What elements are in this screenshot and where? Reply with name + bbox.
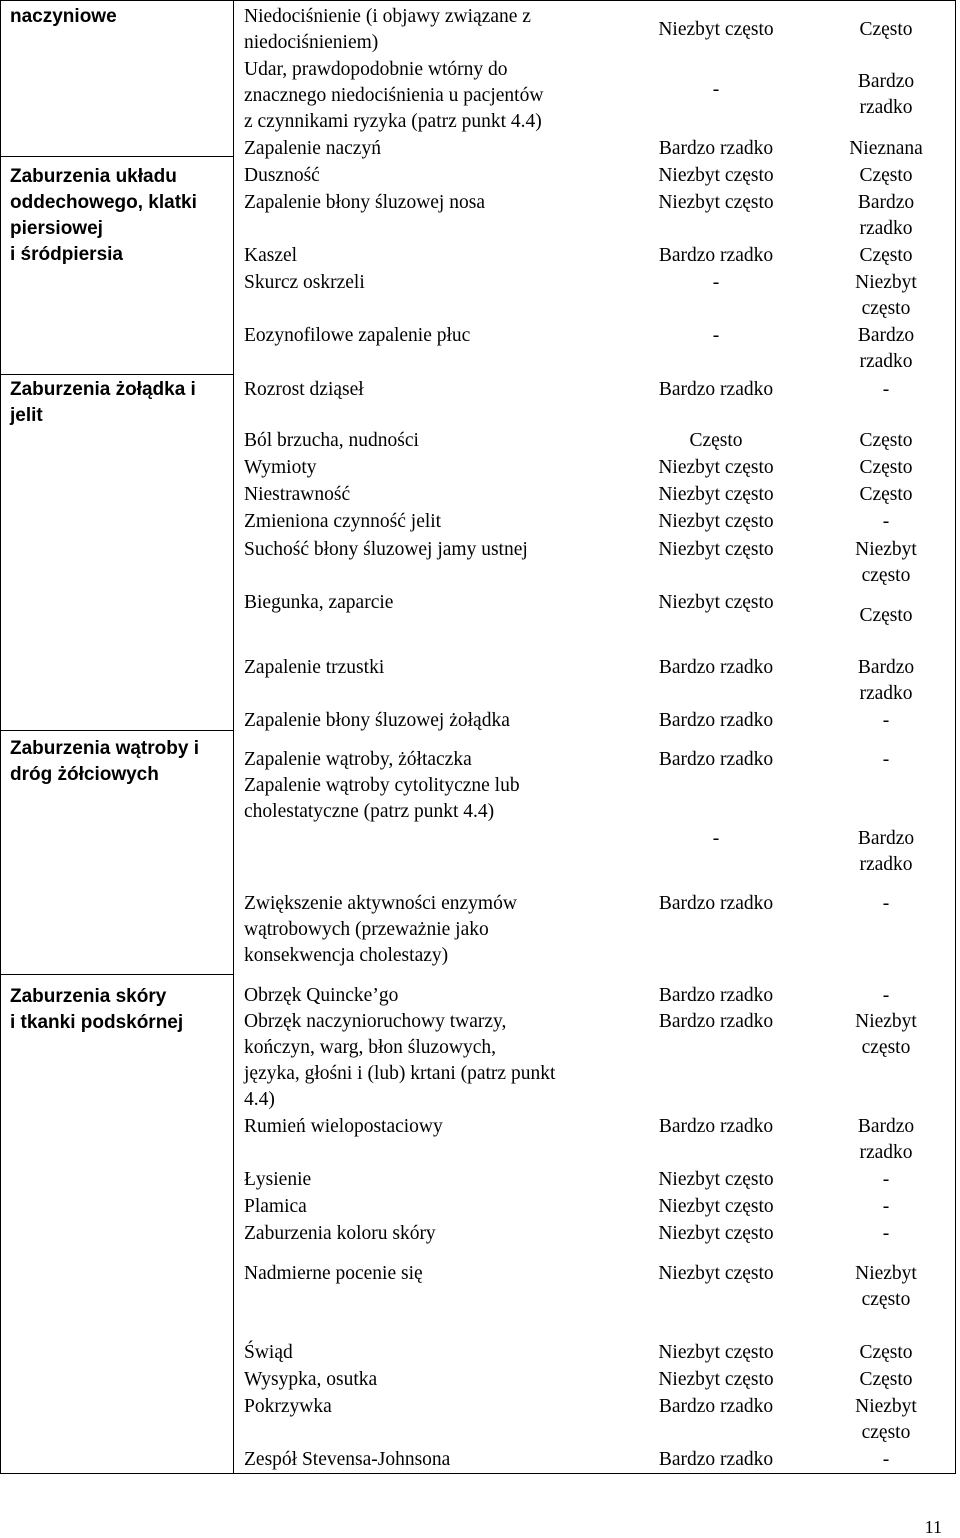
effect-cell: Nadmierne pocenie się (244, 1263, 423, 1284)
column-divider (233, 0, 234, 1474)
frequency-cell-2: Bardzo rzadko (857, 657, 915, 704)
frequency-cell-1: Bardzo rzadko (658, 657, 774, 678)
frequency-cell-2: - (882, 1169, 890, 1190)
effect-cell: Zapalenie błony śluzowej nosa (244, 192, 485, 213)
frequency-cell-1: Niezbyt często (658, 1369, 774, 1390)
category-divider (0, 730, 234, 731)
category-label: naczyniowe (10, 6, 117, 27)
frequency-cell-2: Niezbyt często (855, 1263, 917, 1310)
effect-cell: Wysypka, osutka (244, 1369, 378, 1390)
frequency-cell-1: - (712, 828, 720, 849)
frequency-cell-1: Bardzo rzadko Bardzo rzadko (658, 985, 774, 1032)
frequency-cell-2: Nieznana (849, 138, 923, 159)
category-divider (0, 374, 234, 375)
frequency-cell-1: Niezbyt często (658, 1223, 774, 1244)
frequency-cell-1: Niezbyt często (658, 539, 774, 560)
effect-cell: Łysienie (244, 1169, 312, 1190)
effect-cell: Świąd (244, 1342, 293, 1363)
effect-cell: Udar, prawdopodobnie wtórny do znacznego niedociśnienia u pacjentów z czynnikami ryzyka (patrz punkt 4.4) (244, 59, 544, 132)
frequency-cell-1: Bardzo rzadko (658, 138, 774, 159)
frequency-cell-1: Bardzo rzadko (658, 893, 774, 914)
frequency-cell-1: Bardzo rzadko (658, 1116, 774, 1137)
frequency-cell-1: Bardzo rzadko (658, 710, 774, 731)
frequency-cell-2: Niezbyt często (855, 272, 917, 319)
frequency-cell-2: Bardzo rzadko (857, 71, 915, 118)
effect-cell: Zespół Stevensa-Johnsona (244, 1449, 451, 1470)
effect-cell: Eozynofilowe zapalenie płuc (244, 325, 471, 346)
frequency-cell-1: - (712, 79, 720, 100)
effect-cell: Kaszel (244, 245, 298, 266)
frequency-cell-2: Często (859, 165, 913, 186)
frequency-cell-1: Niezbyt często (658, 457, 774, 478)
effect-cell: Zwiększenie aktywności enzymów wątrobowych (przeważnie jako konsekwencja cholestazy) (244, 893, 517, 966)
effect-cell: Skurcz oskrzeli (244, 272, 365, 293)
frequency-cell-1: Niezbyt często (658, 192, 774, 213)
frequency-cell-2: - (882, 1449, 890, 1470)
frequency-cell-1: Często (689, 430, 743, 451)
frequency-cell-2: - (882, 749, 890, 770)
effect-cell: Zapalenie wątroby, żółtaczka Zapalenie wątroby cytolityczne lub cholestatyczne (patrz punkt 4.4) (244, 749, 520, 822)
frequency-cell-1: Niezbyt często (658, 1169, 774, 1190)
effect-cell: Niedociśnienie (i objawy związane z niedociśnieniem) (244, 6, 531, 53)
effect-cell: Zapalenie naczyń (244, 138, 381, 159)
effect-cell: Plamica (244, 1196, 307, 1217)
frequency-cell-2: Często (859, 1369, 913, 1390)
frequency-cell-2: Często (859, 430, 913, 451)
frequency-cell-2: Bardzo rzadko (857, 192, 915, 239)
frequency-cell-2: Często (859, 605, 913, 626)
effect-cell: Zmieniona czynność jelit (244, 511, 442, 532)
frequency-cell-2: Bardzo rzadko (857, 325, 915, 372)
effect-cell: Obrzęk Quincke’go Obrzęk naczynioruchowy twarzy, kończyn, warg, błon śluzowych, języka, głośni i (lub) krtani (patrz punkt 4.4) (244, 985, 556, 1110)
frequency-cell-2: - (882, 1196, 890, 1217)
page-number: 11 (924, 1517, 942, 1537)
frequency-cell-2: Często (859, 484, 913, 505)
frequency-cell-2: - (882, 710, 890, 731)
frequency-cell-1: Bardzo rzadko (658, 245, 774, 266)
frequency-cell-2: Bardzo rzadko (857, 828, 915, 875)
frequency-cell-1: - (712, 325, 720, 346)
frequency-cell-1: Bardzo rzadko (658, 1449, 774, 1470)
frequency-cell-1: Bardzo rzadko (658, 1396, 774, 1417)
frequency-cell-1: Bardzo rzadko (658, 749, 774, 770)
frequency-cell-1: Niezbyt często (658, 511, 774, 532)
effect-cell: Zaburzenia koloru skóry (244, 1223, 436, 1244)
category-label: Zaburzenia wątroby i dróg żółciowych (10, 738, 199, 785)
effect-cell: Zapalenie trzustki (244, 657, 385, 678)
effect-cell: Pokrzywka (244, 1396, 332, 1417)
frequency-cell-1: Niezbyt często (658, 1263, 774, 1284)
frequency-cell-2: - (882, 379, 890, 400)
effect-cell: Suchość błony śluzowej jamy ustnej (244, 539, 528, 560)
frequency-cell-2: - (882, 511, 890, 532)
frequency-cell-2: Często (859, 245, 913, 266)
frequency-cell-2: Często (859, 1342, 913, 1363)
frequency-cell-2: Niezbyt często (855, 1396, 917, 1443)
frequency-cell-2: Często (859, 19, 913, 40)
category-label: Zaburzenia układu oddechowego, klatki piersiowej i śródpiersia (10, 166, 197, 265)
frequency-cell-1: Niezbyt często (658, 1342, 774, 1363)
frequency-cell-1: Niezbyt często (658, 165, 774, 186)
effect-cell: Zapalenie błony śluzowej żołądka (244, 710, 510, 731)
category-label: Zaburzenia skóry i tkanki podskórnej (10, 986, 184, 1033)
category-divider (0, 974, 234, 975)
effect-cell: Biegunka, zaparcie (244, 592, 394, 613)
frequency-cell-2: - (882, 893, 890, 914)
frequency-cell-1: Niezbyt często (658, 484, 774, 505)
frequency-cell-2: - Niezbyt często (855, 985, 917, 1058)
effect-cell: Rozrost dziąseł (244, 379, 364, 400)
category-label: Zaburzenia żołądka i jelit (10, 379, 196, 426)
frequency-cell-1: Niezbyt często (658, 1196, 774, 1217)
frequency-cell-2: Bardzo rzadko (857, 1116, 915, 1163)
effect-cell: Rumień wielopostaciowy (244, 1116, 443, 1137)
category-divider (0, 156, 234, 157)
frequency-cell-1: Bardzo rzadko (658, 379, 774, 400)
frequency-cell-2: - (882, 1223, 890, 1244)
frequency-cell-1: Niezbyt często (658, 592, 774, 613)
effect-cell: Duszność (244, 165, 320, 186)
frequency-cell-2: Często (859, 457, 913, 478)
effect-cell: Ból brzucha, nudności (244, 430, 419, 451)
frequency-cell-1: - (712, 272, 720, 293)
frequency-cell-1: Niezbyt często (658, 19, 774, 40)
effect-cell: Wymioty (244, 457, 317, 478)
frequency-cell-2: Niezbyt często (855, 539, 917, 586)
effect-cell: Niestrawność (244, 484, 351, 505)
